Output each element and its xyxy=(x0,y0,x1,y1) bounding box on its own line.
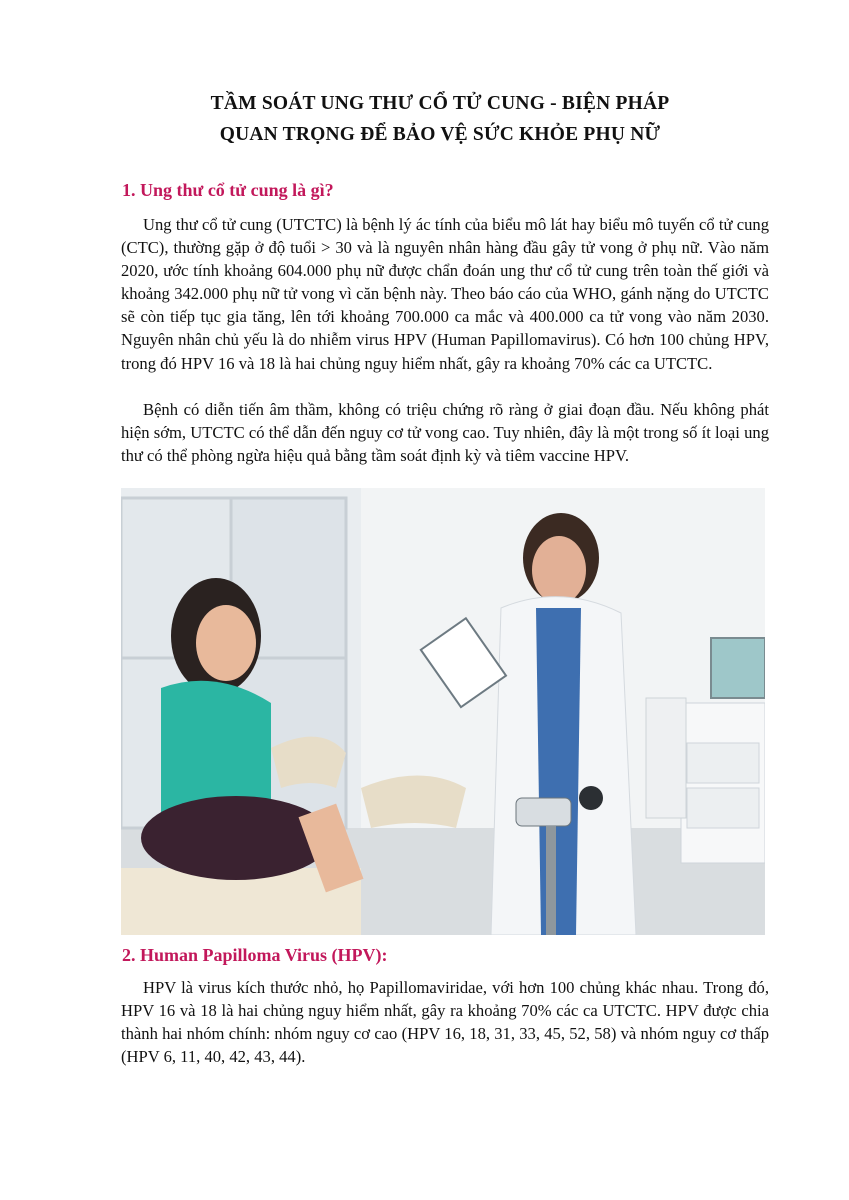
section-1-heading: 1. Ung thư cổ tử cung là gì? xyxy=(122,180,334,200)
clinic-consultation-photo xyxy=(121,488,765,935)
section-2-heading: 2. Human Papilloma Virus (HPV): xyxy=(122,945,388,965)
section-1-paragraph-1: Ung thư cổ tử cung (UTCTC) là bệnh lý ác tính của biểu mô lát hay biểu mô tuyến cổ tử cung (CTC), thường gặp ở độ tuổi > 30 và là nguyên nhân hàng đầu gây tử vong ở phụ nữ. Vào năm 2020, ước tính khoảng 604.000 phụ nữ được chẩn đoán ung thư cổ tử cung trên toàn thế giới và khoảng 342.000 phụ nữ tử vong vì căn bệnh này. Theo báo cáo của WHO, gánh nặng do UTCTC sẽ còn tiếp tục gia tăng, lên tới khoảng 700.000 ca mắc và 400.000 ca tử vong vào năm 2030. Nguyên nhân chủ yếu là do nhiễm virus HPV (Human Papillomavirus). Có hơn 100 chủng HPV, trong đó HPV 16 và 18 là hai chủng nguy hiểm nhất, gây ra khoảng 70% các ca UTCTC. xyxy=(121,215,769,373)
document-title xyxy=(100,88,780,150)
section-1-paragraph-2: Bệnh có diễn tiến âm thầm, không có triệu chứng rõ ràng ở giai đoạn đầu. Nếu không phát hiện sớm, UTCTC có thể dẫn đến nguy cơ tử vong cao. Tuy nhiên, đây là một trong số ít loại ung thư có thể phòng ngừa hiệu quả bằng tầm soát định kỳ và tiêm vaccine HPV. xyxy=(121,400,769,466)
section-2-paragraph-1: HPV là virus kích thước nhỏ, họ Papillomaviridae, với hơn 100 chủng khác nhau. Trong đó, HPV 16 và 18 là hai chủng nguy hiểm nhất, gây ra khoảng 70% các ca UTCTC. HPV được chia thành hai nhóm chính: nhóm nguy cơ cao (HPV 16, 18, 31, 33, 45, 52, 58) và nhóm nguy cơ thấp (HPV 6, 11, 40, 42, 43, 44). xyxy=(121,978,769,1067)
title-line-2: QUAN TRỌNG ĐỂ BẢO VỆ SỨC KHỎE PHỤ NỮ xyxy=(219,124,661,145)
title-line-1: TẦM SOÁT UNG THƯ CỔ TỬ CUNG - BIỆN PHÁP xyxy=(210,93,670,114)
